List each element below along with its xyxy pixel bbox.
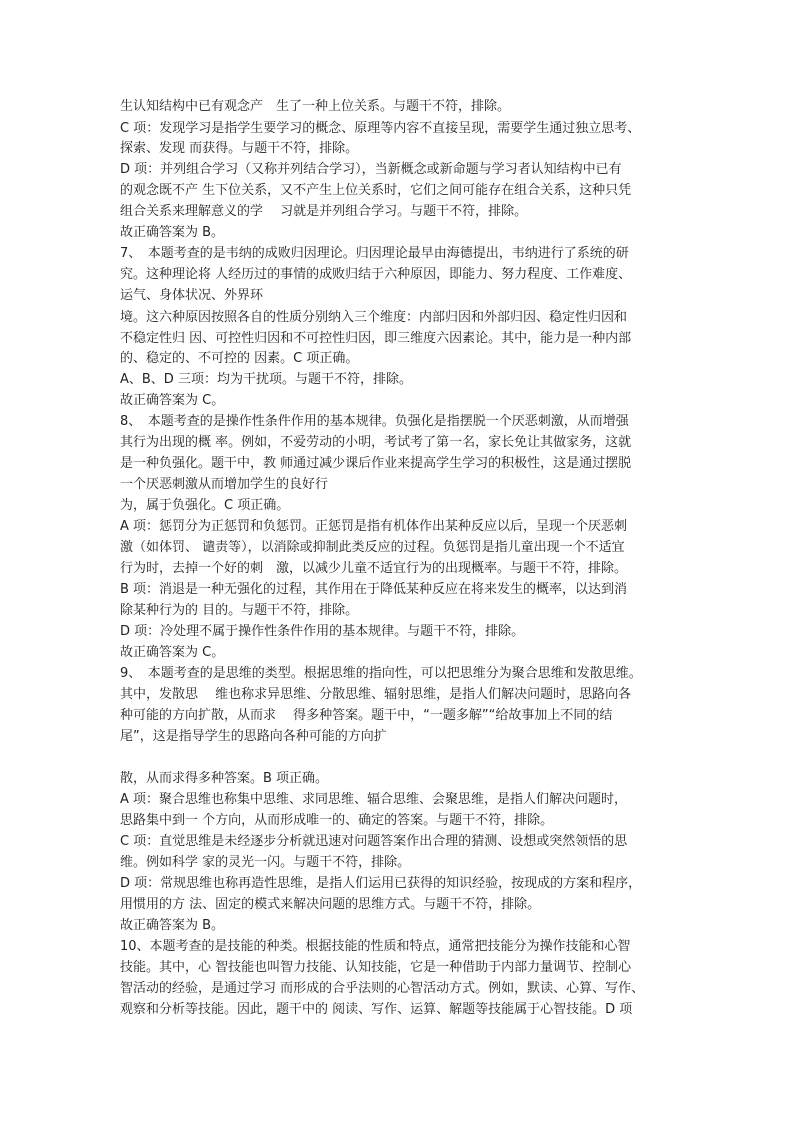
text-line: 运气、身体状况、外界环 (120, 288, 264, 303)
text-line: 10、本题考查的是技能的种类。根据技能的性质和特点，通常把技能分为操作技能和心智 (120, 939, 631, 954)
text-line: 7、 本题考查的是韦纳的成败归因理论。归因理论最早由海德提出，韦纳进行了系统的研 (120, 246, 629, 261)
text-line: 故正确答案为 C。 (120, 645, 225, 660)
text-line: 散，从而求得多种答案。B 项正确。 (120, 771, 329, 786)
text-line: 智活动的经验，是通过学习 而形成的合乎法则的心智活动方式。例如，默读、心算、写作、 (120, 981, 645, 996)
text-line: 为，属于负强化。C 项正确。 (120, 498, 290, 513)
text-line: B 项：消退是一种无强化的过程，其作用在于降低某种反应在将来发生的概率，以达到消 (120, 582, 628, 597)
text-line: 生认知结构中已有观念产 生了一种上位关系。与题干不符，排除。 (120, 99, 511, 114)
text-line: 用惯用的方 法、固定的模式来解决问题的思维方式。与题干不符，排除。 (120, 897, 541, 912)
text-line: 种可能的方向扩散，从而求 得多种答案。题干中，“一题多解”“给故事加上不同的结 (120, 708, 613, 723)
text-line: 观察和分析等技能。因此，题干中的 阅读、写作、运算、解题等技能属于心智技能。D 项 (120, 1002, 633, 1017)
text-line: D 项：并列组合学习（又称并列结合学习），当新概念或新命题与学习者认知结构中已有 (120, 162, 622, 177)
text-line: 是一种负强化。题干中，教 师通过减少课后作业来提高学生学习的积极性，这是通过摆脱 (120, 456, 632, 471)
text-line: 故正确答案为 B。 (120, 918, 225, 933)
text-line: 一个厌恶刺激从而增加学生的良好行 (120, 477, 329, 492)
text-line: 行为时，去掉一个好的刺 激，以减少儿童不适宜行为的出现概率。与题干不符，排除。 (120, 561, 628, 576)
text-line: C 项：发现学习是指学生要学习的概念、原理等内容不直接呈现，需要学生通过独立思考、 (120, 121, 641, 136)
text-line: 激（如体罚、 谴责等），以消除或抑制此类反应的过程。负惩罚是指儿童出现一个不适宜 (120, 540, 625, 555)
text-line: 尾”，这是指导学生的思路向各种可能的方向扩 (120, 729, 387, 744)
text-line: A、B、D 三项：均为干扰项。与题干不符，排除。 (120, 372, 412, 387)
text-line: A 项：惩罚分为正惩罚和负惩罚。正惩罚是指有机体作出某种反应以后，呈现一个厌恶刺 (120, 519, 628, 534)
text-line: 组合关系来理解意义的学 习就是并列组合学习。与题干不符，排除。 (120, 204, 528, 219)
text-line: 其中，发散思 维也称求异思维、分散思维、辐射思维，是指人们解决问题时，思路向各 (120, 687, 632, 702)
text-line: 思路集中到一 个方向，从而形成唯一的、确定的答案。与题干不符，排除。 (120, 813, 554, 828)
text-line: 境。这六种原因按照各自的性质分别纳入三个维度：内部归因和外部归因、稳定性归因和 (120, 310, 628, 325)
text-line: 究。这种理论将 人经历过的事情的成败归结于六种原因，即能力、努力程度、工作难度、 (120, 267, 632, 282)
text-line: 故正确答案为 B。 (120, 225, 225, 240)
text-line: 其行为出现的概 率。例如，不爱劳动的小明，考试考了第一名，家长免让其做家务，这就 (120, 435, 632, 450)
text-line: 不稳定性归 因、可控性归因和不可控性归因，即三维度六因素论。其中，能力是一种内部 (120, 331, 632, 346)
text-line: A 项：聚合思维也称集中思维、求同思维、辐合思维、会聚思维，是指人们解决问题时， (120, 792, 628, 807)
text-line: 探索、发现 而获得。与题干不符，排除。 (120, 141, 359, 156)
text-line: D 项：常规思维也称再造性思维，是指人们运用已获得的知识经验，按现成的方案和程序， (120, 876, 642, 891)
text-line: D 项：冷处理不属于操作性条件作用的基本规律。与题干不符，排除。 (120, 624, 525, 639)
text-line: 的观念既不产 生下位关系，又不产生上位关系时，它们之间可能存在组合关系，这种只凭 (120, 183, 632, 198)
text-line: 9、 本题考查的是思维的类型。根据思维的指向性，可以把思维分为聚合思维和发散思维。 (120, 666, 642, 681)
text-line: C 项：直觉思维是未经逐步分析就迅速对问题答案作出合理的猜测、设想或突然领悟的思 (120, 834, 628, 849)
text-line: 除某种行为的 目的。与题干不符，排除。 (120, 603, 359, 618)
text-line: 8、 本题考查的是操作性条件作用的基本规律。负强化是指摆脱一个厌恶刺激，从而增强 (120, 414, 629, 429)
text-line: 维。例如科学 家的灵光一闪。与题干不符，排除。 (120, 855, 411, 870)
text-line: 的、稳定的、不可控的 因素。C 项正确。 (120, 351, 359, 366)
text-line: 技能。其中，心 智技能也叫智力技能、认知技能，它是一种借助于内部力量调节、控制心 (120, 960, 632, 975)
text-line: 故正确答案为 C。 (120, 393, 225, 408)
